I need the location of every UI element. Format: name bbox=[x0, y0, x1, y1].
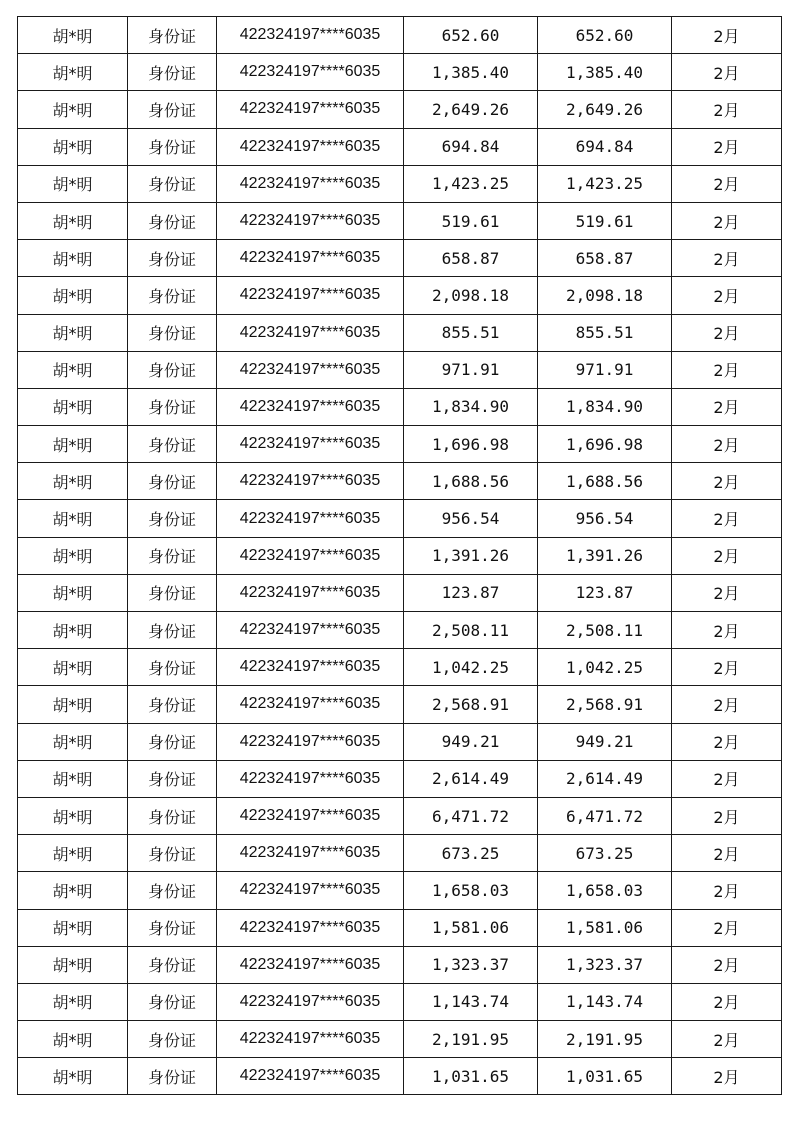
cell-id-type: 身份证 bbox=[128, 574, 217, 611]
cell-amount-paid: 658.87 bbox=[538, 240, 672, 277]
cell-id-type: 身份证 bbox=[128, 388, 217, 425]
table-row bbox=[18, 426, 782, 463]
cell-month: 2月 bbox=[672, 946, 782, 983]
cell-month: 2月 bbox=[672, 463, 782, 500]
cell-id-type: 身份证 bbox=[128, 872, 217, 909]
cell-id-number: 422324197****6035 bbox=[217, 500, 404, 537]
cell-amount-paid: 1,423.25 bbox=[538, 165, 672, 202]
cell-id-number: 422324197****6035 bbox=[217, 426, 404, 463]
cell-amount: 673.25 bbox=[404, 835, 538, 872]
cell-name: 胡*明 bbox=[18, 574, 128, 611]
table-row bbox=[18, 202, 782, 239]
cell-id-type: 身份证 bbox=[128, 351, 217, 388]
cell-amount: 855.51 bbox=[404, 314, 538, 351]
table-row bbox=[18, 500, 782, 537]
cell-id-number: 422324197****6035 bbox=[217, 240, 404, 277]
table-row bbox=[18, 612, 782, 649]
cell-id-number: 422324197****6035 bbox=[217, 983, 404, 1020]
cell-amount-paid: 652.60 bbox=[538, 17, 672, 54]
cell-name: 胡*明 bbox=[18, 983, 128, 1020]
cell-id-number: 422324197****6035 bbox=[217, 909, 404, 946]
cell-id-number: 422324197****6035 bbox=[217, 574, 404, 611]
cell-id-number: 422324197****6035 bbox=[217, 202, 404, 239]
cell-month: 2月 bbox=[672, 835, 782, 872]
table-row bbox=[18, 1058, 782, 1095]
cell-amount-paid: 1,042.25 bbox=[538, 649, 672, 686]
cell-month: 2月 bbox=[672, 240, 782, 277]
ledger-body bbox=[18, 17, 782, 1095]
cell-amount: 2,614.49 bbox=[404, 760, 538, 797]
cell-amount: 1,696.98 bbox=[404, 426, 538, 463]
cell-month: 2月 bbox=[672, 91, 782, 128]
cell-amount: 2,508.11 bbox=[404, 612, 538, 649]
cell-name: 胡*明 bbox=[18, 463, 128, 500]
cell-amount-paid: 956.54 bbox=[538, 500, 672, 537]
cell-amount-paid: 1,385.40 bbox=[538, 54, 672, 91]
cell-id-type: 身份证 bbox=[128, 17, 217, 54]
cell-id-type: 身份证 bbox=[128, 500, 217, 537]
cell-id-number: 422324197****6035 bbox=[217, 760, 404, 797]
table-row bbox=[18, 760, 782, 797]
cell-amount: 1,385.40 bbox=[404, 54, 538, 91]
cell-amount: 1,423.25 bbox=[404, 165, 538, 202]
cell-month: 2月 bbox=[672, 649, 782, 686]
table-row bbox=[18, 649, 782, 686]
cell-name: 胡*明 bbox=[18, 351, 128, 388]
cell-month: 2月 bbox=[672, 797, 782, 834]
cell-amount: 1,391.26 bbox=[404, 537, 538, 574]
cell-amount: 2,568.91 bbox=[404, 686, 538, 723]
cell-id-number: 422324197****6035 bbox=[217, 17, 404, 54]
cell-name: 胡*明 bbox=[18, 909, 128, 946]
cell-id-type: 身份证 bbox=[128, 760, 217, 797]
cell-amount: 1,581.06 bbox=[404, 909, 538, 946]
cell-month: 2月 bbox=[672, 277, 782, 314]
cell-id-type: 身份证 bbox=[128, 909, 217, 946]
table-row bbox=[18, 91, 782, 128]
cell-month: 2月 bbox=[672, 17, 782, 54]
cell-name: 胡*明 bbox=[18, 686, 128, 723]
cell-id-number: 422324197****6035 bbox=[217, 723, 404, 760]
cell-month: 2月 bbox=[672, 500, 782, 537]
cell-amount-paid: 2,508.11 bbox=[538, 612, 672, 649]
table-row bbox=[18, 574, 782, 611]
cell-month: 2月 bbox=[672, 314, 782, 351]
cell-month: 2月 bbox=[672, 760, 782, 797]
cell-id-type: 身份证 bbox=[128, 946, 217, 983]
cell-name: 胡*明 bbox=[18, 240, 128, 277]
cell-amount: 519.61 bbox=[404, 202, 538, 239]
cell-name: 胡*明 bbox=[18, 426, 128, 463]
cell-id-number: 422324197****6035 bbox=[217, 872, 404, 909]
table-row bbox=[18, 314, 782, 351]
cell-id-number: 422324197****6035 bbox=[217, 128, 404, 165]
cell-id-number: 422324197****6035 bbox=[217, 1058, 404, 1095]
cell-id-type: 身份证 bbox=[128, 91, 217, 128]
cell-month: 2月 bbox=[672, 612, 782, 649]
cell-amount-paid: 971.91 bbox=[538, 351, 672, 388]
cell-id-number: 422324197****6035 bbox=[217, 277, 404, 314]
cell-month: 2月 bbox=[672, 574, 782, 611]
cell-amount: 6,471.72 bbox=[404, 797, 538, 834]
cell-amount-paid: 123.87 bbox=[538, 574, 672, 611]
cell-id-number: 422324197****6035 bbox=[217, 388, 404, 425]
table-row bbox=[18, 872, 782, 909]
cell-month: 2月 bbox=[672, 165, 782, 202]
cell-id-number: 422324197****6035 bbox=[217, 1021, 404, 1058]
cell-id-number: 422324197****6035 bbox=[217, 649, 404, 686]
cell-name: 胡*明 bbox=[18, 388, 128, 425]
cell-id-type: 身份证 bbox=[128, 463, 217, 500]
cell-id-type: 身份证 bbox=[128, 165, 217, 202]
cell-name: 胡*明 bbox=[18, 723, 128, 760]
table-row bbox=[18, 17, 782, 54]
table-row bbox=[18, 909, 782, 946]
cell-month: 2月 bbox=[672, 872, 782, 909]
cell-amount: 949.21 bbox=[404, 723, 538, 760]
cell-month: 2月 bbox=[672, 202, 782, 239]
cell-id-number: 422324197****6035 bbox=[217, 54, 404, 91]
table-row bbox=[18, 463, 782, 500]
cell-amount-paid: 1,834.90 bbox=[538, 388, 672, 425]
cell-amount: 2,098.18 bbox=[404, 277, 538, 314]
table-row bbox=[18, 277, 782, 314]
cell-id-number: 422324197****6035 bbox=[217, 91, 404, 128]
cell-id-type: 身份证 bbox=[128, 1058, 217, 1095]
cell-name: 胡*明 bbox=[18, 277, 128, 314]
cell-amount: 1,323.37 bbox=[404, 946, 538, 983]
cell-amount-paid: 1,143.74 bbox=[538, 983, 672, 1020]
cell-amount-paid: 694.84 bbox=[538, 128, 672, 165]
cell-name: 胡*明 bbox=[18, 872, 128, 909]
cell-id-type: 身份证 bbox=[128, 426, 217, 463]
cell-name: 胡*明 bbox=[18, 17, 128, 54]
cell-id-type: 身份证 bbox=[128, 537, 217, 574]
table-row bbox=[18, 686, 782, 723]
cell-amount: 652.60 bbox=[404, 17, 538, 54]
table-row bbox=[18, 388, 782, 425]
cell-amount: 1,834.90 bbox=[404, 388, 538, 425]
table-row bbox=[18, 165, 782, 202]
cell-id-type: 身份证 bbox=[128, 686, 217, 723]
cell-amount-paid: 673.25 bbox=[538, 835, 672, 872]
cell-amount-paid: 6,471.72 bbox=[538, 797, 672, 834]
cell-name: 胡*明 bbox=[18, 500, 128, 537]
payment-ledger-table bbox=[17, 16, 782, 1095]
cell-name: 胡*明 bbox=[18, 54, 128, 91]
table-row bbox=[18, 128, 782, 165]
cell-name: 胡*明 bbox=[18, 835, 128, 872]
cell-id-number: 422324197****6035 bbox=[217, 946, 404, 983]
cell-month: 2月 bbox=[672, 1021, 782, 1058]
cell-id-type: 身份证 bbox=[128, 723, 217, 760]
table-row bbox=[18, 946, 782, 983]
cell-amount: 2,649.26 bbox=[404, 91, 538, 128]
cell-id-type: 身份证 bbox=[128, 612, 217, 649]
cell-amount-paid: 1,696.98 bbox=[538, 426, 672, 463]
table-row bbox=[18, 537, 782, 574]
cell-month: 2月 bbox=[672, 723, 782, 760]
cell-amount: 658.87 bbox=[404, 240, 538, 277]
cell-amount: 971.91 bbox=[404, 351, 538, 388]
cell-name: 胡*明 bbox=[18, 760, 128, 797]
cell-month: 2月 bbox=[672, 426, 782, 463]
cell-month: 2月 bbox=[672, 983, 782, 1020]
cell-id-type: 身份证 bbox=[128, 240, 217, 277]
cell-name: 胡*明 bbox=[18, 649, 128, 686]
cell-amount-paid: 1,658.03 bbox=[538, 872, 672, 909]
cell-name: 胡*明 bbox=[18, 612, 128, 649]
cell-id-type: 身份证 bbox=[128, 797, 217, 834]
cell-id-type: 身份证 bbox=[128, 202, 217, 239]
table-row bbox=[18, 1021, 782, 1058]
cell-amount: 1,042.25 bbox=[404, 649, 538, 686]
cell-amount: 1,688.56 bbox=[404, 463, 538, 500]
cell-amount: 956.54 bbox=[404, 500, 538, 537]
cell-id-type: 身份证 bbox=[128, 649, 217, 686]
cell-id-number: 422324197****6035 bbox=[217, 463, 404, 500]
cell-amount-paid: 1,031.65 bbox=[538, 1058, 672, 1095]
table-row bbox=[18, 797, 782, 834]
cell-name: 胡*明 bbox=[18, 314, 128, 351]
cell-id-type: 身份证 bbox=[128, 983, 217, 1020]
cell-name: 胡*明 bbox=[18, 946, 128, 983]
cell-amount-paid: 1,688.56 bbox=[538, 463, 672, 500]
cell-id-type: 身份证 bbox=[128, 835, 217, 872]
cell-amount-paid: 1,581.06 bbox=[538, 909, 672, 946]
cell-month: 2月 bbox=[672, 54, 782, 91]
cell-id-number: 422324197****6035 bbox=[217, 612, 404, 649]
cell-amount-paid: 1,323.37 bbox=[538, 946, 672, 983]
cell-name: 胡*明 bbox=[18, 165, 128, 202]
cell-month: 2月 bbox=[672, 1058, 782, 1095]
cell-name: 胡*明 bbox=[18, 797, 128, 834]
cell-month: 2月 bbox=[672, 686, 782, 723]
cell-id-type: 身份证 bbox=[128, 54, 217, 91]
cell-amount-paid: 2,568.91 bbox=[538, 686, 672, 723]
cell-amount: 1,143.74 bbox=[404, 983, 538, 1020]
cell-id-type: 身份证 bbox=[128, 314, 217, 351]
cell-id-type: 身份证 bbox=[128, 277, 217, 314]
cell-amount: 1,658.03 bbox=[404, 872, 538, 909]
cell-month: 2月 bbox=[672, 388, 782, 425]
table-row bbox=[18, 723, 782, 760]
cell-amount-paid: 2,191.95 bbox=[538, 1021, 672, 1058]
cell-amount-paid: 519.61 bbox=[538, 202, 672, 239]
cell-name: 胡*明 bbox=[18, 202, 128, 239]
cell-amount: 2,191.95 bbox=[404, 1021, 538, 1058]
cell-id-number: 422324197****6035 bbox=[217, 686, 404, 723]
cell-id-type: 身份证 bbox=[128, 1021, 217, 1058]
cell-name: 胡*明 bbox=[18, 537, 128, 574]
cell-month: 2月 bbox=[672, 909, 782, 946]
table-row bbox=[18, 240, 782, 277]
cell-amount: 123.87 bbox=[404, 574, 538, 611]
cell-amount-paid: 2,098.18 bbox=[538, 277, 672, 314]
cell-id-number: 422324197****6035 bbox=[217, 351, 404, 388]
table-row bbox=[18, 54, 782, 91]
cell-amount-paid: 949.21 bbox=[538, 723, 672, 760]
cell-month: 2月 bbox=[672, 537, 782, 574]
cell-name: 胡*明 bbox=[18, 91, 128, 128]
cell-amount-paid: 2,614.49 bbox=[538, 760, 672, 797]
cell-id-number: 422324197****6035 bbox=[217, 537, 404, 574]
cell-amount: 1,031.65 bbox=[404, 1058, 538, 1095]
cell-amount: 694.84 bbox=[404, 128, 538, 165]
table-row bbox=[18, 983, 782, 1020]
table-row bbox=[18, 351, 782, 388]
cell-month: 2月 bbox=[672, 351, 782, 388]
cell-id-number: 422324197****6035 bbox=[217, 165, 404, 202]
table-row bbox=[18, 835, 782, 872]
cell-month: 2月 bbox=[672, 128, 782, 165]
cell-id-type: 身份证 bbox=[128, 128, 217, 165]
cell-amount-paid: 2,649.26 bbox=[538, 91, 672, 128]
cell-amount-paid: 855.51 bbox=[538, 314, 672, 351]
cell-name: 胡*明 bbox=[18, 128, 128, 165]
cell-amount-paid: 1,391.26 bbox=[538, 537, 672, 574]
cell-id-number: 422324197****6035 bbox=[217, 314, 404, 351]
cell-id-number: 422324197****6035 bbox=[217, 835, 404, 872]
cell-name: 胡*明 bbox=[18, 1058, 128, 1095]
cell-name: 胡*明 bbox=[18, 1021, 128, 1058]
cell-id-number: 422324197****6035 bbox=[217, 797, 404, 834]
